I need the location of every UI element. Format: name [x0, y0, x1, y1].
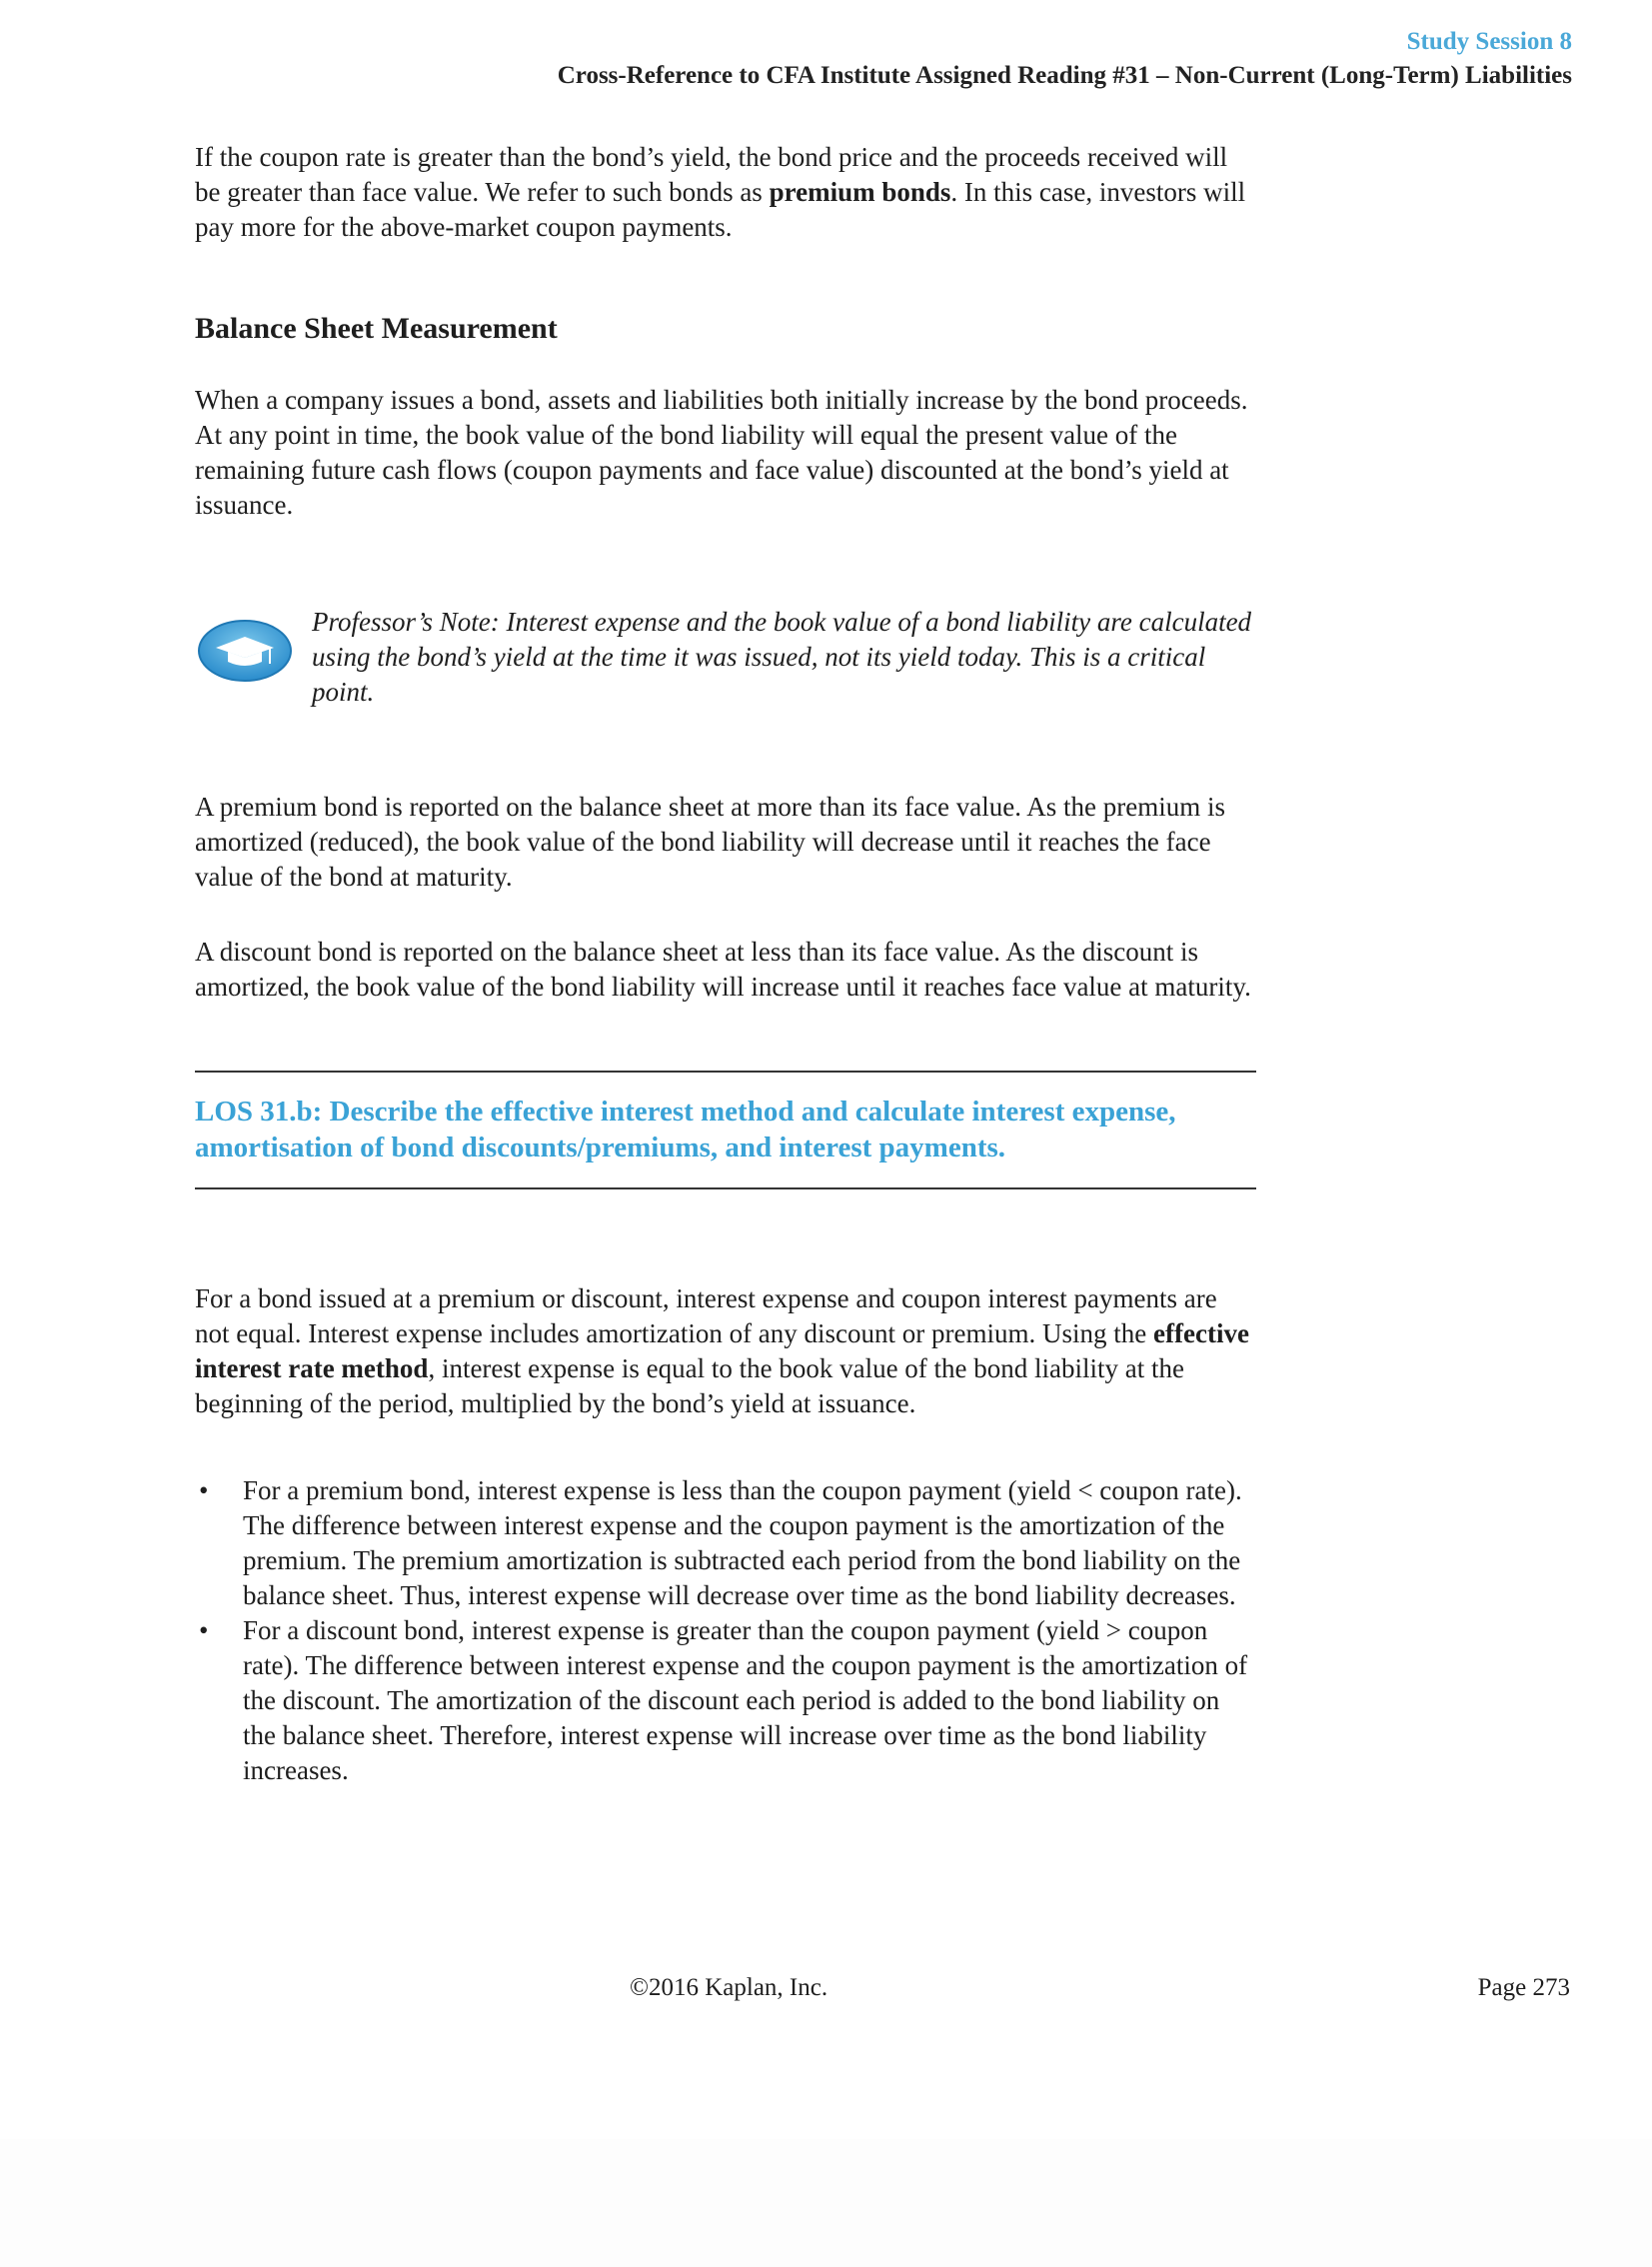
los-statement: LOS 31.b: Describe the effective interest method and calculate interest expense, amortisation of bond discounts/premiums, and interest payments. — [195, 1096, 1176, 1163]
page-margin — [0, 2139, 1652, 2267]
los-bottom-divider — [195, 1187, 1256, 1189]
premium-bond-paragraph: A premium bond is reported on the balance sheet at more than its face value. As the premium is amortized (reduced), the book value of the bond liability will decrease until it reaches the face value of the bond at maturity. — [195, 792, 1225, 892]
page-number: Page 273 — [1477, 1974, 1570, 2001]
balance-sheet-paragraph: When a company issues a bond, assets and liabilities both initially increase by the bond proceeds. At any point in time, the book value of the bond liability will equal the present value of the remaining future cash flows (coupon payments and face value) discounted at the bond’s yield at issuance. — [195, 385, 1248, 520]
study-session-label: Study Session 8 — [1406, 28, 1572, 55]
effective-interest-term: effective interest rate method — [195, 1318, 1249, 1383]
professors-note: Professor’s Note: Interest expense and the book value of a bond liability are calculated using the bond’s yield at the time it was issued, not its yield today. This is a critical point. — [312, 607, 1252, 707]
effective-interest-paragraph: For a bond issued at a premium or discount, interest expense and coupon interest payments are not equal. Interest expense includes amortization of any discount or premium. Using the effective interest rate method, interest expense is equal to the book value of the bond liability at the beginning of the period, multiplied by the bond’s yield at issuance. — [195, 1283, 1249, 1418]
section-heading: Balance Sheet Measurement — [195, 312, 558, 345]
bullet-icon: • — [199, 1475, 209, 1505]
discount-bond-paragraph: A discount bond is reported on the balance sheet at less than its face value. As the discount is amortized, the book value of the bond liability will increase until it reaches face value at maturity. — [195, 937, 1251, 1002]
graduation-cap-icon — [196, 618, 294, 684]
cross-reference-header: Cross-Reference to CFA Institute Assigned Reading #31 – Non-Current (Long-Term) Liabilities — [557, 62, 1572, 89]
los-top-divider — [195, 1071, 1256, 1073]
premium-bonds-term: premium bonds — [769, 177, 951, 207]
bullet-icon: • — [199, 1615, 209, 1645]
list-item: • For a discount bond, interest expense is greater than the coupon payment (yield > coupon rate). The difference between interest expense and the coupon payment is the amortization of the discount. The amortization of the discount each period is added to the bond liability on the balance sheet. Therefore, interest expense will increase over time as the bond liability increases. — [199, 1615, 1248, 1785]
intro-paragraph: If the coupon rate is greater than the bond’s yield, the bond price and the proceeds received will be greater than face value. We refer to such bonds as premium bonds. In this case, investors will pay more for the above-market coupon payments. — [195, 142, 1246, 242]
bullet-list — [195, 1473, 1254, 1788]
copyright: ©2016 Kaplan, Inc. — [630, 1974, 828, 2001]
list-item: • For a premium bond, interest expense is less than the coupon payment (yield < coupon rate). The difference between interest expense and the coupon payment is the amortization of the premium. The premium amortization is subtracted each period from the bond liability on the balance sheet. Thus, interest expense will decrease over time as the bond liability decreases. — [199, 1475, 1242, 1610]
